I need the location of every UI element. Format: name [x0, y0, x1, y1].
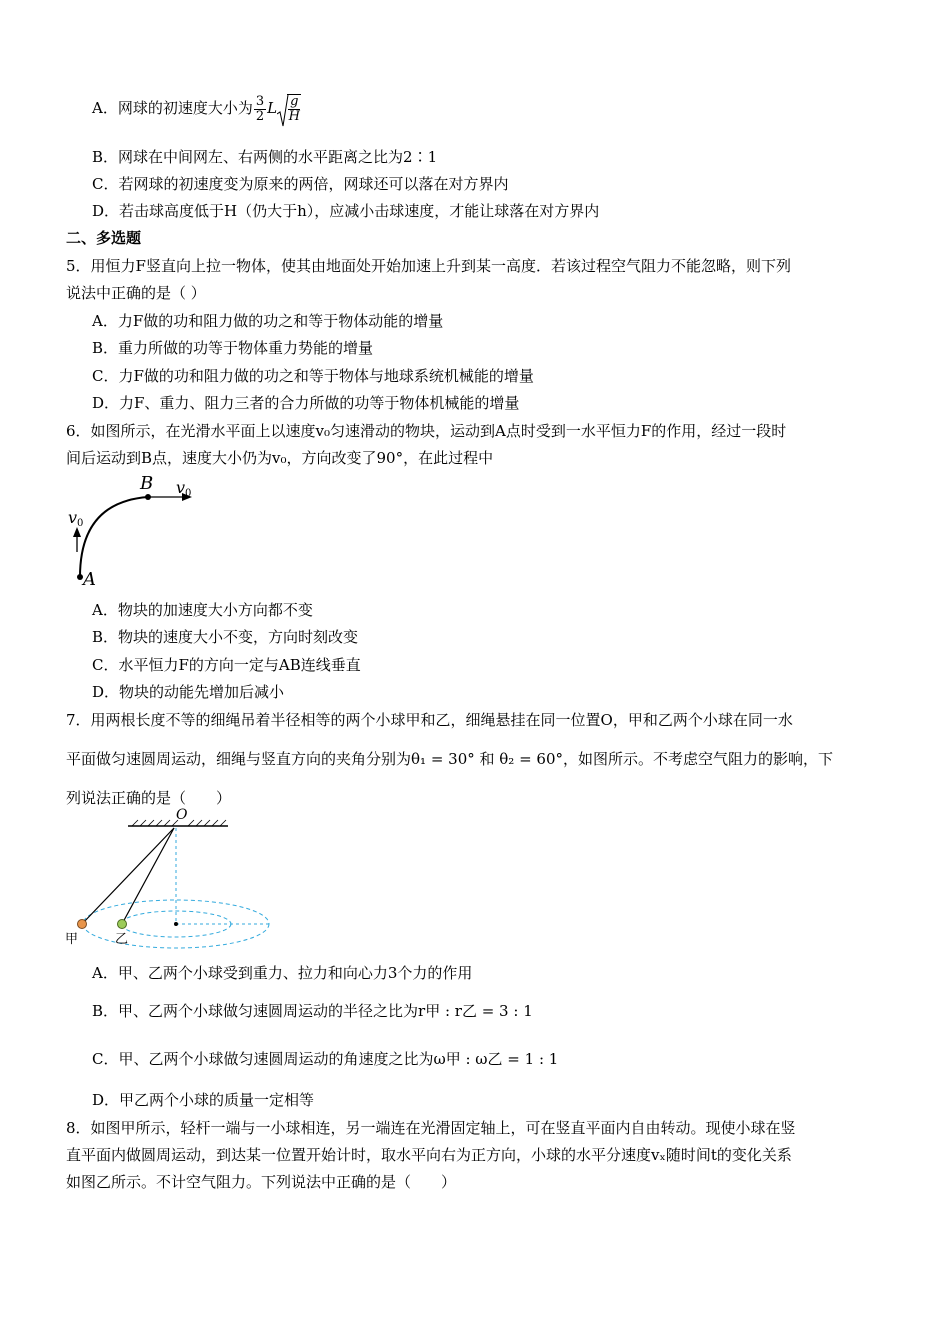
q6-label-a: A	[83, 569, 96, 590]
q6-option-d: D．物块的动能先增加后减小	[92, 683, 285, 701]
q8-stem-line3: 如图乙所示。不计空气阻力。下列说法中正确的是（ ）	[66, 1173, 457, 1191]
q6-label-v-left: v	[68, 508, 78, 527]
q6-point-b	[145, 494, 151, 500]
q5-option-a: A．力F做的功和阻力做的功之和等于物体动能的增量	[92, 312, 444, 330]
q7-string-jia	[82, 828, 174, 924]
section-heading-multi-choice: 二、多选题	[66, 229, 142, 247]
q6-stem-line1: 6．如图所示，在光滑水平面上以速度v₀匀速滑动的物块，运动到A点时受到一水平恒力F的作用，经过一段时	[66, 422, 787, 440]
q7-stem-line1: 7．用两根长度不等的细绳吊着半径相等的两个小球甲和乙，细绳悬挂在同一位置O，甲和乙两个小球在同一水	[66, 711, 793, 729]
q7-string-yi	[122, 828, 174, 924]
fraction-three-halves	[254, 95, 266, 124]
q5-option-d: D．力F、重力、阻力三者的合力所做的功等于物体机械能的增量	[92, 394, 520, 412]
q6-label-v-left-sub: 0	[77, 518, 84, 529]
q4-option-d: D．若击球高度低于H（仍大于h），应减小击球速度，才能让球落在对方界内	[92, 202, 600, 220]
q5-stem-line1: 5．用恒力F竖直向上拉一物体，使其由地面处开始加速上升到某一高度．若该过程空气阻力不能忽略，则下列	[66, 257, 791, 275]
q6-option-c: C．水平恒力F的方向一定与AB连线垂直	[92, 656, 361, 674]
frac-numerator: 3	[255, 93, 265, 109]
q7-option-c: C．甲、乙两个小球做匀速圆周运动的角速度之比为ω甲 : ω乙 = 1 : 1	[92, 1050, 559, 1068]
q7-option-d: D．甲乙两个小球的质量一定相等	[92, 1091, 315, 1109]
q6-label-v-top-sub: 0	[185, 488, 192, 499]
q7-stem-line3: 列说法正确的是（ ）	[66, 789, 232, 807]
q7-option-a: A．甲、乙两个小球受到重力、拉力和向心力3个力的作用	[92, 964, 473, 982]
q5-option-b: B．重力所做的功等于物体重力势能的增量	[92, 339, 374, 357]
q7-label-o: O	[176, 807, 188, 823]
q7-label-yi: 乙	[115, 932, 129, 947]
q7-center-point	[174, 922, 178, 926]
sqrt-g-over-h	[277, 94, 301, 124]
sqrt-denominator: H	[288, 109, 300, 124]
q4-option-a	[92, 94, 301, 124]
q7-figure	[60, 806, 280, 954]
q7-stem-line2: 平面做匀速圆周运动，细绳与竖直方向的夹角分别为θ₁ = 30° 和 θ₂ = 60°，如图所示。不考虑空气阻力的影响，下	[66, 750, 834, 768]
q4-option-a-prefix: A．网球的初速度大小为	[92, 99, 253, 117]
q7-ball-jia	[78, 920, 87, 929]
q8-stem-line1: 8．如图甲所示，轻杆一端与一小球相连，另一端连在光滑固定轴上，可在竖直平面内自由转动。现使小球在竖	[66, 1119, 796, 1137]
q8-stem-line2: 直平面内做圆周运动，到达某一位置开始计时，取水平向右为正方向，小球的水平分速度vₓ随时间t的变化关系	[66, 1146, 792, 1164]
sqrt-numerator: g	[290, 94, 299, 109]
q7-ball-yi	[118, 920, 127, 929]
q6-trajectory-arc	[80, 497, 148, 577]
q7-option-b: B．甲、乙两个小球做匀速圆周运动的半径之比为r甲 : r乙 = 3 : 1	[92, 1002, 533, 1020]
q5-option-c: C．力F做的功和阻力做的功之和等于物体与地球系统机械能的增量	[92, 367, 534, 385]
q6-option-a: A．物块的加速度大小方向都不变	[92, 601, 313, 619]
q6-label-v-top: v	[176, 478, 186, 497]
symbol-l: L	[267, 99, 278, 117]
q6-label-b: B	[140, 473, 154, 494]
frac-denominator: 2	[255, 108, 265, 124]
q6-figure	[60, 472, 210, 592]
q4-option-c: C．若网球的初速度变为原来的两倍，网球还可以落在对方界内	[92, 175, 509, 193]
q5-stem-line2: 说法中正确的是（ ）	[66, 284, 206, 302]
q6-option-b: B．物块的速度大小不变，方向时刻改变	[92, 628, 359, 646]
q4-option-b: B．网球在中间网左、右两侧的水平距离之比为2∶1	[92, 148, 438, 166]
q7-label-jia: 甲	[65, 932, 79, 947]
q6-stem-line2: 间后运动到B点，速度大小仍为v₀，方向改变了90°，在此过程中	[66, 449, 494, 467]
